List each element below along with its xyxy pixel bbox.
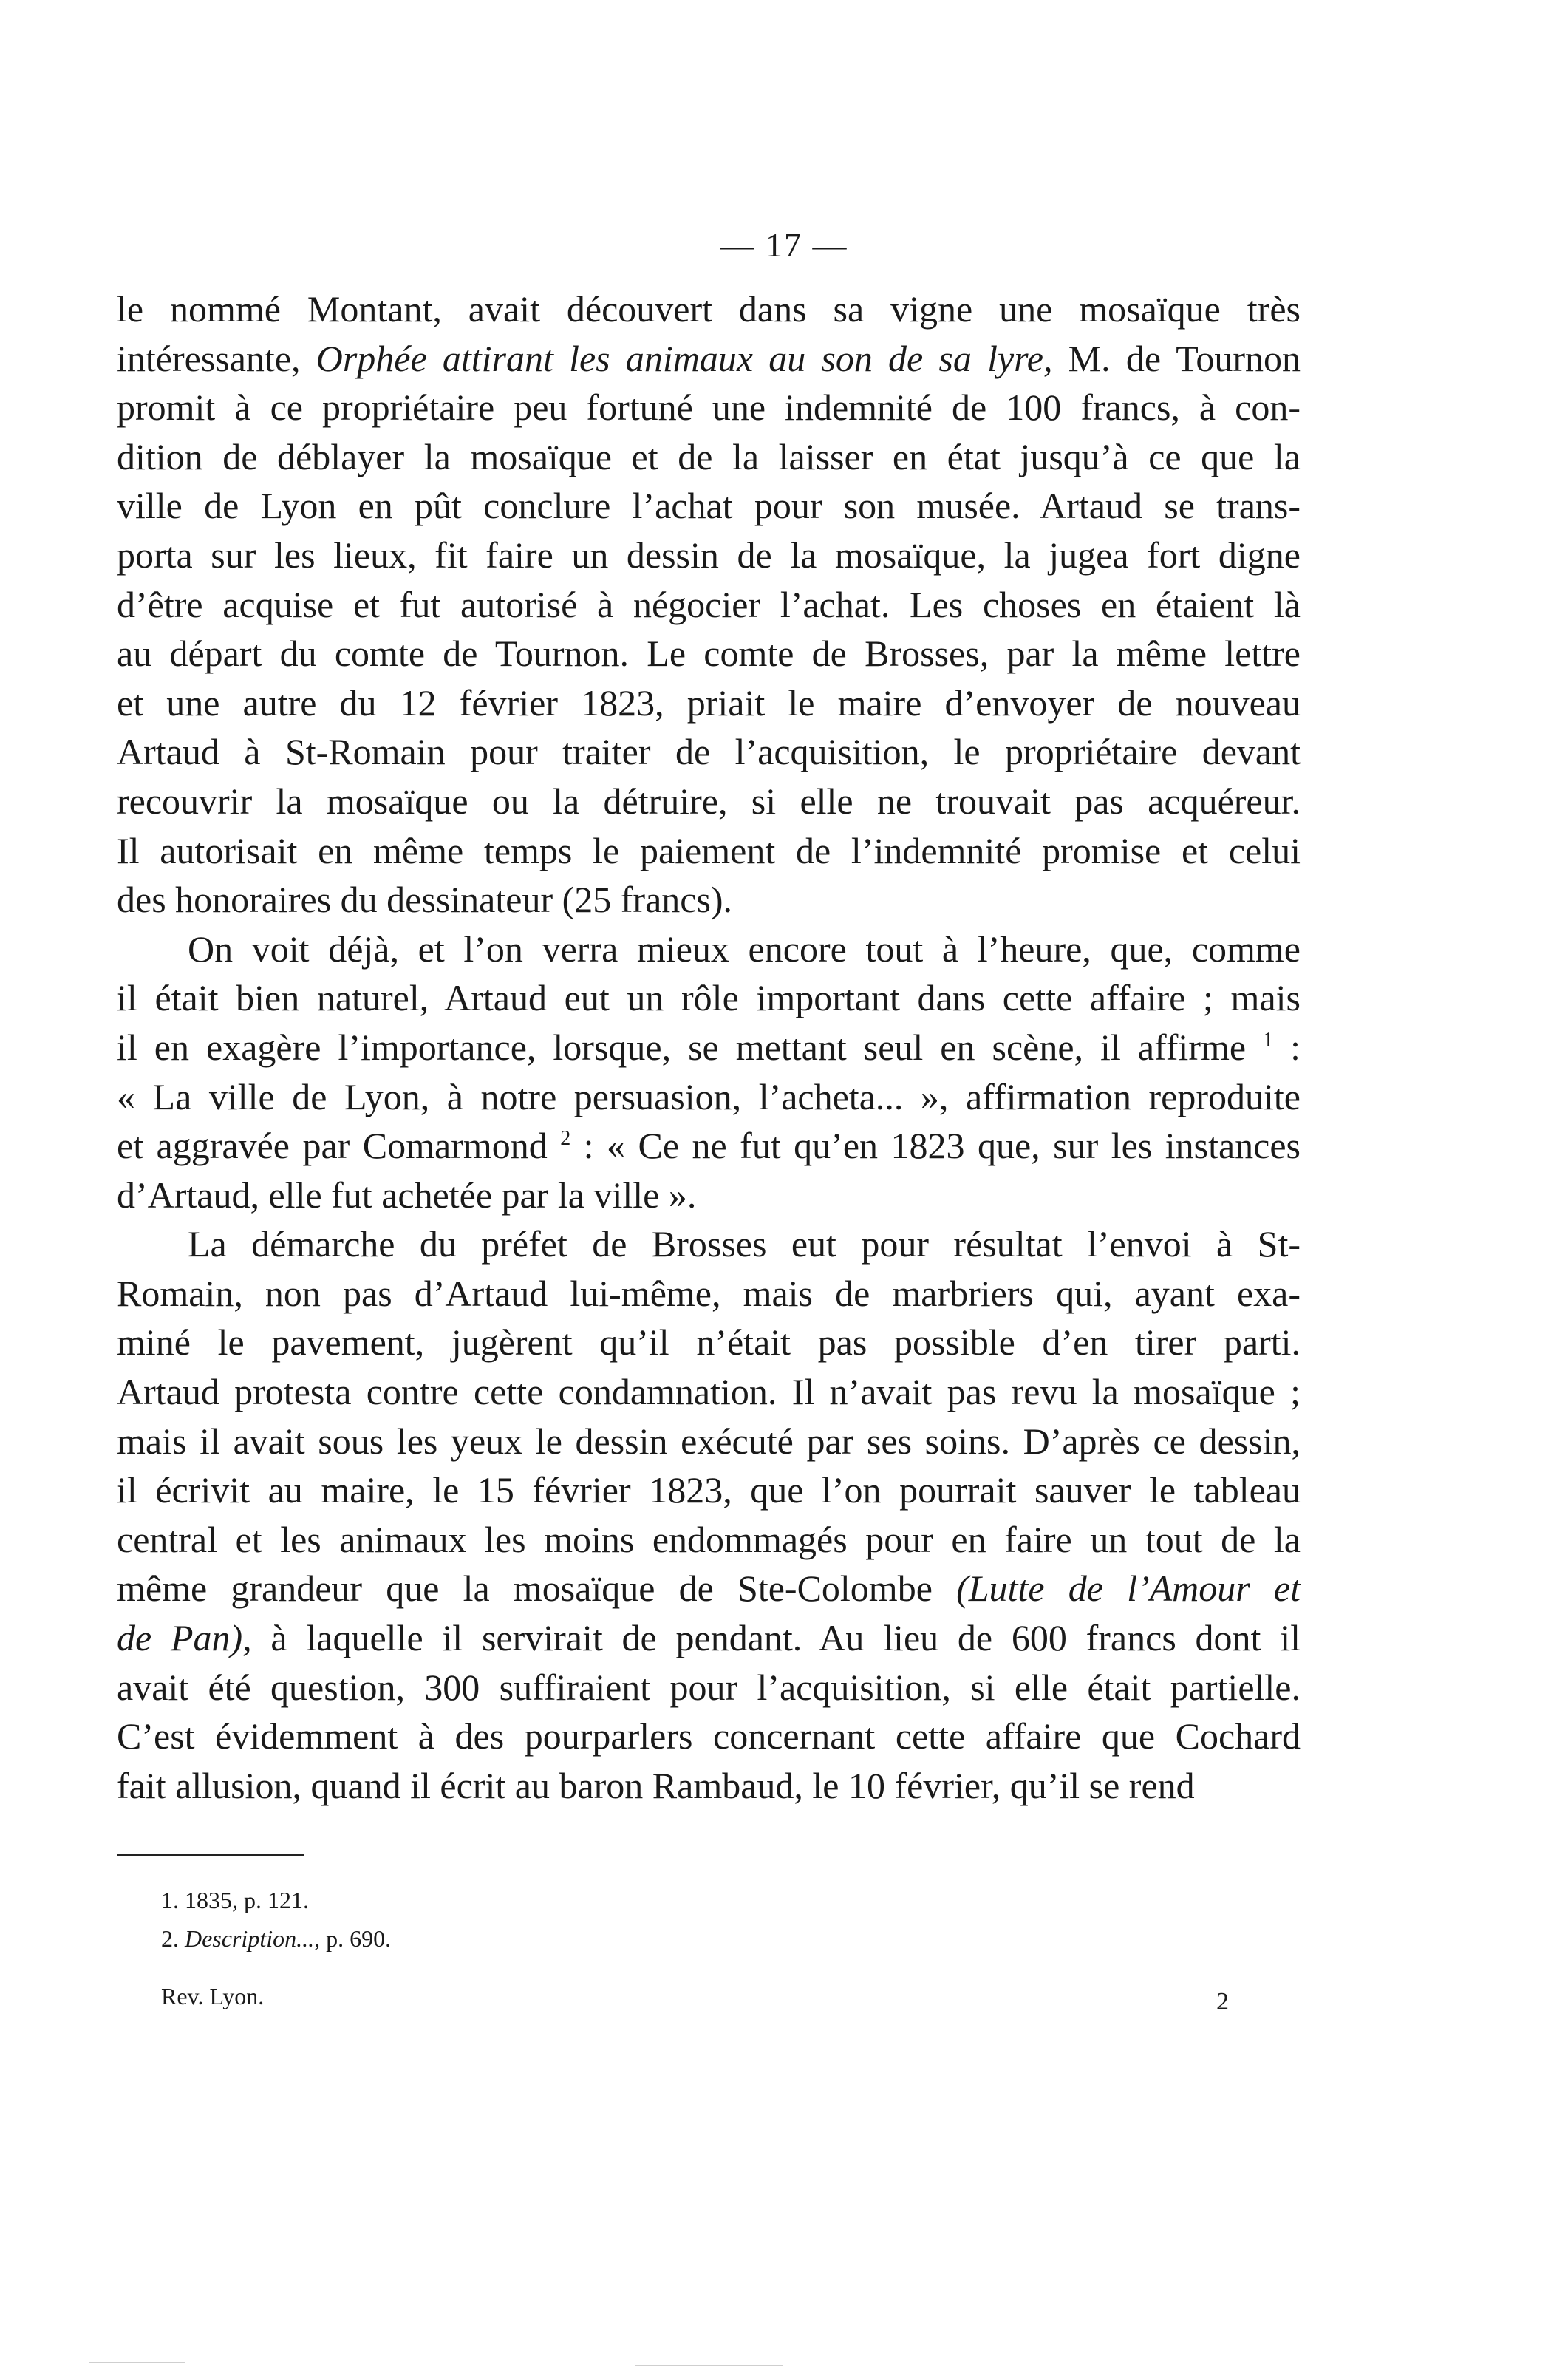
text-line [117, 432, 1301, 482]
text-run: miné le pavement, jugèrent qu’il n’était pas possible d’en tirer parti. [117, 1321, 1301, 1364]
text-run: M. de Tournon [1052, 337, 1301, 379]
text-run: recouvrir la mosaïque ou la détruire, si elle ne trouvait pas acquéreur. [117, 780, 1301, 822]
page-number: — 17 — [720, 226, 848, 264]
text-line [117, 875, 1301, 925]
text-run: il était bien naturel, Artaud eut un rôle important dans cette affaire ; mais [117, 977, 1301, 1019]
text-line [117, 1318, 1301, 1367]
text-line [117, 678, 1301, 728]
footnote-separator [117, 1854, 304, 1856]
text-run: : [1273, 1026, 1301, 1068]
footnote-2 [161, 1919, 391, 1958]
text-run: il en exagère l’importance, lorsque, se mettant seul en scène, il affirme [117, 1026, 1264, 1068]
text-run: dition de déblayer la mosaïque et de la laisser en état jusqu’à ce que la [117, 435, 1301, 477]
text-run: fait allusion, quand il écrit au baron Rambaud, le 10 février, qu’il se rend [117, 1764, 1195, 1806]
text-run: central et les animaux les moins endommagés pour en faire un tout de la [117, 1518, 1301, 1560]
text-run: porta sur les lieux, fit faire un dessin de la mosaïque, la jugea fort digne [117, 534, 1301, 576]
footnote-ref: 2 [560, 1127, 571, 1151]
text-run: le nommé Montant, avait découvert dans sa vigne une mosaïque très [117, 288, 1301, 330]
text-line [117, 1466, 1301, 1515]
text-run: Il autorisait en même temps le paiement de l’indemnité promise et celui [117, 829, 1301, 871]
text-line [117, 925, 1301, 974]
text-run: et une autre du 12 février 1823, priait le maire d’envoyer de nouveau [117, 681, 1301, 724]
footnotes [161, 1881, 391, 1958]
text-run: La démarche du préfet de Brosses eut pour résultat l’envoi à St- [188, 1223, 1301, 1265]
text-line [117, 1219, 1301, 1269]
text-run: On voit déjà, et l’on verra mieux encore tout à l’heure, que, comme [188, 928, 1301, 970]
text-line [117, 1171, 1301, 1220]
footnote-2-prefix: 2. [161, 1925, 185, 1952]
text-line [117, 1712, 1301, 1761]
text-line [117, 1564, 1301, 1613]
paragraph-2 [117, 925, 1301, 1220]
text-run: Artaud protesta contre cette condamnation. Il n’avait pas revu la mosaïque ; [117, 1371, 1301, 1413]
text-line [117, 727, 1301, 777]
text-line [117, 531, 1301, 580]
footnote-2-title: Description... [185, 1925, 315, 1952]
text-run: de Pan), [117, 1617, 252, 1659]
text-line [117, 1367, 1301, 1417]
text-run: à laquelle il servirait de pendant. Au lieu de 600 francs dont il [251, 1617, 1301, 1659]
text-run: (Lutte de l’Amour et [956, 1568, 1301, 1610]
text-run: intéressante, [117, 337, 316, 379]
text-run: des honoraires du dessinateur (25 francs). [117, 879, 733, 921]
body-text [117, 285, 1301, 1810]
text-run: Orphée attirant les animaux au son de sa lyre, [316, 337, 1053, 379]
text-line [117, 1023, 1301, 1072]
footnote-1: 1. 1835, p. 121. [161, 1887, 309, 1913]
text-run: il écrivit au maire, le 15 février 1823, que l’on pourrait sauver le tableau [117, 1469, 1301, 1511]
text-line [117, 1515, 1301, 1565]
paragraph-1 [117, 285, 1301, 925]
text-run: d’être acquise et fut autorisé à négocier l’achat. Les choses en étaient là [117, 583, 1301, 625]
text-run: avait été question, 300 suffiraient pour l’acquisition, si elle était partielle. [117, 1666, 1301, 1708]
text-run: C’est évidemment à des pourparlers concernant cette affaire que Cochard [117, 1715, 1301, 1757]
text-run: au départ du comte de Tournon. Le comte de Brosses, par la même lettre [117, 633, 1301, 675]
text-line [117, 334, 1301, 384]
text-line [117, 481, 1301, 531]
text-line [117, 1072, 1301, 1122]
text-line [117, 629, 1301, 678]
text-run: ville de Lyon en pût conclure l’achat pour son musée. Artaud se trans- [117, 485, 1301, 527]
text-line [117, 777, 1301, 826]
text-run: et aggravée par Comarmond [117, 1125, 561, 1167]
text-line [117, 1121, 1301, 1171]
footnote-ref: 1 [1263, 1028, 1274, 1052]
text-line [117, 1269, 1301, 1318]
text-line [117, 973, 1301, 1023]
text-run: d’Artaud, elle fut achetée par la ville ». [117, 1174, 697, 1216]
sheet-number: 2 [1216, 1988, 1229, 2015]
text-run: Romain, non pas d’Artaud lui-même, mais de marbriers qui, ayant exa- [117, 1272, 1301, 1314]
text-line [117, 285, 1301, 334]
text-run: mais il avait sous les yeux le dessin exécuté par ses soins. D’après ce dessin, [117, 1420, 1301, 1462]
scan-artifact-bottom-center [635, 2365, 783, 2366]
text-line [117, 1417, 1301, 1466]
text-line [117, 1663, 1301, 1712]
text-line [117, 383, 1301, 432]
text-line [117, 580, 1301, 630]
sheet-signature: Rev. Lyon. [161, 1983, 265, 2009]
text-line [117, 1761, 1301, 1811]
text-run: : « Ce ne fut qu’en 1823 que, sur les instances [570, 1125, 1301, 1167]
text-line [117, 1613, 1301, 1663]
scan-artifact-bottom-left [89, 2362, 185, 2363]
text-run: Artaud à St-Romain pour traiter de l’acquisition, le propriétaire devant [117, 731, 1301, 773]
text-line [117, 826, 1301, 876]
text-run: « La ville de Lyon, à notre persuasion, l’acheta... », affirmation reproduite [117, 1075, 1301, 1117]
text-run: même grandeur que la mosaïque de Ste-Colombe [117, 1568, 957, 1610]
paragraph-3 [117, 1219, 1301, 1810]
footnote-2-suffix: , p. 690. [314, 1925, 392, 1952]
text-run: promit à ce propriétaire peu fortuné une indemnité de 100 francs, à con- [117, 387, 1301, 429]
